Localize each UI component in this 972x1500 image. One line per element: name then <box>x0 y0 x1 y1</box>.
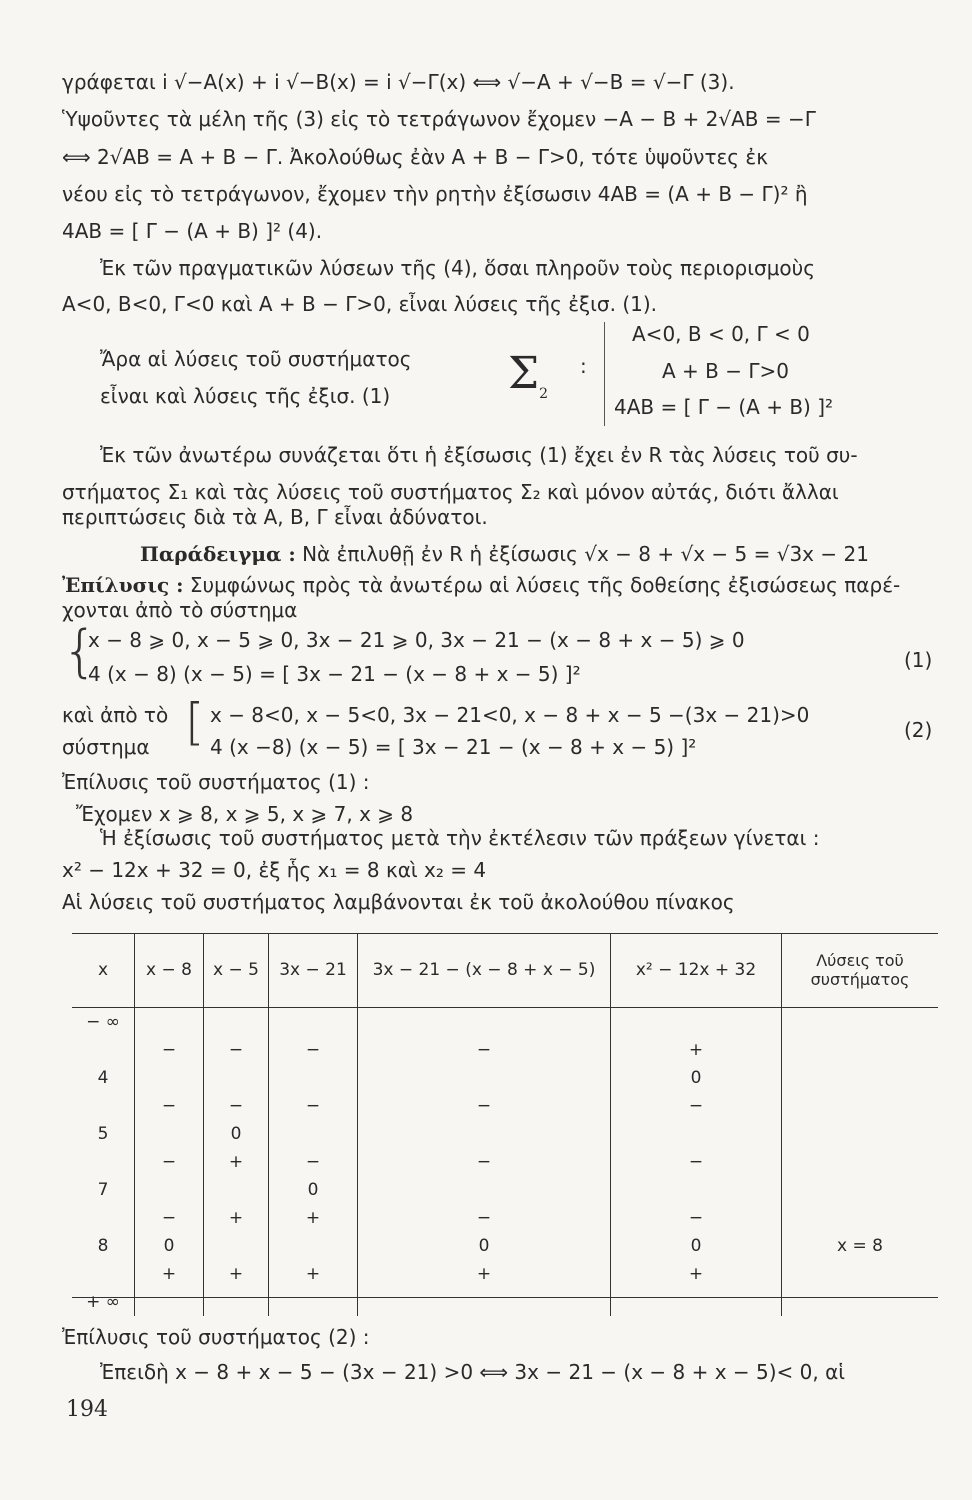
text-line-9: στήματος Σ₁ καὶ τὰς λύσεις τοῦ συστήματος Σ₂ καὶ μόνον αὐτάς, διότι ἄλλαι <box>62 480 839 504</box>
table-cell <box>135 1120 204 1148</box>
solution-label: Ἐπίλυσις : <box>62 573 184 597</box>
example-label: Παράδειγμα : <box>140 542 296 566</box>
table-header-cell: x² − 12x + 32 <box>611 933 782 1008</box>
table-cell: − <box>358 1036 611 1064</box>
example-text: Νὰ ἐπιλυθῇ ἐν R ἡ ἐξίσωσις √x − 8 + √x − 5 = √3x − 21 <box>302 542 869 566</box>
table-cell <box>611 1120 782 1148</box>
text-line-6: Ἐκ τῶν πραγματικῶν λύσεων τῆς (4), ὅσαι πληροῦν τοὺς περιορισμοὺς <box>100 256 815 280</box>
table-cell <box>611 1008 782 1037</box>
table-row <box>72 1288 938 1316</box>
table-cell <box>135 1064 204 1092</box>
table-row <box>72 1176 938 1204</box>
system-1-brace: { <box>62 619 98 684</box>
system-left-line-1: Ἄρα αἱ λύσεις τοῦ συστήματος <box>100 347 412 371</box>
table-cell: 0 <box>204 1120 269 1148</box>
table-row <box>72 1036 938 1064</box>
text-line-14: Ἡ ἐξίσωσις τοῦ συστήματος μετὰ τὴν ἐκτέλεσιν τῶν πράξεων γίνεται : <box>100 826 820 850</box>
table-cell: + <box>611 1260 782 1288</box>
sigma-symbol: $\Sigma_2$ <box>508 348 549 402</box>
table-header-cell: 3x − 21 <box>269 933 358 1008</box>
table-cell <box>358 1120 611 1148</box>
text-line-16: Αἱ λύσεις τοῦ συστήματος λαμβάνονται ἐκ τοῦ ἀκολούθου πίνακος <box>62 890 735 914</box>
table-header-cell: 3x − 21 − (x − 8 + x − 5) <box>358 933 611 1008</box>
table-cell <box>358 1064 611 1092</box>
text-line-5: 4AB = [ Γ − (A + B) ]² (4). <box>62 219 323 243</box>
text-line-7: A<0, B<0, Γ<0 καὶ A + B − Γ>0, εἶναι λύσεις τῆς ἐξισ. (1). <box>62 292 657 316</box>
text-line-10: περιπτώσεις διὰ τὰ A, B, Γ εἶναι ἀδύνατοι. <box>62 505 488 529</box>
system-1-number: (1) <box>904 648 933 672</box>
text-line-2: Ὑψοῦντες τὰ μέλη τῆς (3) εἰς τὸ τετράγωνον ἔχομεν −A − B + 2√AB = −Γ <box>62 107 816 131</box>
table-cell: + <box>204 1260 269 1288</box>
system-2-brace: [ <box>185 693 205 751</box>
table-cell: 0 <box>269 1176 358 1204</box>
table-cell: + ∞ <box>86 1292 120 1312</box>
table-cell <box>72 1148 135 1176</box>
table-cell <box>782 1092 939 1120</box>
table-cell <box>204 1064 269 1092</box>
table-row <box>72 1120 938 1148</box>
solution-text: Συμφώνως πρὸς τὰ ἀνωτέρω αἱ λύσεις τῆς δοθείσης ἐξισώσεως παρέ- <box>189 573 901 597</box>
table-row <box>72 1008 938 1037</box>
text-line-1: γράφεται i √−A(x) + i √−B(x) = i √−Γ(x) ⟺ √−A + √−B = √−Γ (3). <box>62 70 735 94</box>
table-cell: − <box>204 1036 269 1064</box>
table-cell: x = 8 <box>782 1232 939 1260</box>
table-row <box>72 1204 938 1232</box>
table-cell <box>782 1260 939 1288</box>
system-2-prefix-2: σύστημα <box>62 735 150 759</box>
table-cell <box>269 1288 358 1316</box>
system-1-line-2: 4 (x − 8) (x − 5) = [ 3x − 21 − (x − 8 + x − 5) ]² <box>88 662 581 686</box>
table-cell: − <box>269 1036 358 1064</box>
table-cell <box>135 1008 204 1037</box>
table-cell: 0 <box>135 1232 204 1260</box>
table-cell <box>358 1288 611 1316</box>
table-cell: + <box>269 1204 358 1232</box>
table-cell <box>204 1232 269 1260</box>
table-row <box>72 1064 938 1092</box>
table-cell <box>782 1288 939 1316</box>
table-cell <box>358 1008 611 1037</box>
text-line-12: Ἐπίλυσις τοῦ συστήματος (1) : <box>62 770 370 794</box>
table-cell <box>135 1288 204 1316</box>
table-cell: − <box>269 1092 358 1120</box>
table-cell <box>269 1232 358 1260</box>
table-cell <box>72 1204 135 1232</box>
table-header-cell: Λύσεις τοῦ συστήματος <box>782 933 939 1008</box>
solution-line <box>62 573 900 597</box>
table-cell <box>204 1176 269 1204</box>
text-line-18: Ἐπειδὴ x − 8 + x − 5 − (3x − 21) >0 ⟺ 3x − 21 − (x − 8 + x − 5)< 0, αἱ <box>100 1360 846 1384</box>
table-cell: + <box>611 1036 782 1064</box>
table-cell: 5 <box>97 1124 109 1144</box>
table-cell: − ∞ <box>86 1012 120 1032</box>
table-cell <box>782 1064 939 1092</box>
example-line <box>140 542 869 566</box>
text-line-15: x² − 12x + 32 = 0, ἐξ ἧς x₁ = 8 καὶ x₂ = 4 <box>62 858 487 882</box>
table-cell <box>204 1008 269 1037</box>
system-2-line-1: x − 8<0, x − 5<0, 3x − 21<0, x − 8 + x − 5 −(3x − 21)>0 <box>210 703 810 727</box>
table-cell <box>358 1176 611 1204</box>
table-cell: + <box>204 1148 269 1176</box>
table-row <box>72 1148 938 1176</box>
table-cell: − <box>358 1092 611 1120</box>
table-cell: − <box>135 1148 204 1176</box>
table-cell <box>269 1120 358 1148</box>
table-cell <box>269 1064 358 1092</box>
system-right-line-2: A + B − Γ>0 <box>662 359 789 383</box>
table-cell: 8 <box>97 1236 109 1256</box>
table-cell: − <box>269 1148 358 1176</box>
table-cell <box>782 1036 939 1064</box>
system-right-line-1: A<0, B < 0, Γ < 0 <box>632 322 810 346</box>
table-cell: − <box>611 1092 782 1120</box>
table-cell <box>72 1092 135 1120</box>
table-cell: − <box>611 1148 782 1176</box>
table-cell <box>611 1288 782 1316</box>
text-line-13: Ἔχομεν x ⩾ 8, x ⩾ 5, x ⩾ 7, x ⩾ 8 <box>76 802 414 826</box>
system-left-line-2: εἶναι καὶ λύσεις τῆς ἐξισ. (1) <box>100 384 391 408</box>
table-cell: − <box>358 1204 611 1232</box>
text-line-11: χονται ἀπὸ τὸ σύστημα <box>62 598 298 622</box>
text-line-4: νέου εἰς τὸ τετράγωνον, ἔχομεν τὴν ρητὴν ἐξίσωσιν 4AB = (A + B − Γ)² ἢ <box>62 182 808 206</box>
table-cell <box>72 1036 135 1064</box>
table-cell: + <box>135 1260 204 1288</box>
table-cell: − <box>204 1092 269 1120</box>
table-cell: + <box>358 1260 611 1288</box>
table-cell: + <box>269 1260 358 1288</box>
table-cell: − <box>611 1204 782 1232</box>
system-1-line-1: x − 8 ⩾ 0, x − 5 ⩾ 0, 3x − 21 ⩾ 0, 3x − 21 − (x − 8 + x − 5) ⩾ 0 <box>88 628 745 652</box>
table-header-cell: x <box>72 933 135 1008</box>
system-divider-line <box>604 322 605 426</box>
table-cell: − <box>135 1092 204 1120</box>
table-row <box>72 1232 938 1260</box>
table-row <box>72 1260 938 1288</box>
table-cell <box>135 1176 204 1204</box>
table-cell <box>782 1176 939 1204</box>
table-header-row <box>72 933 938 1008</box>
page-number: 194 <box>66 1397 108 1422</box>
system-2-line-2: 4 (x −8) (x − 5) = [ 3x − 21 − (x − 8 + x − 5) ]² <box>210 735 697 759</box>
table-cell: 0 <box>358 1232 611 1260</box>
table-cell <box>782 1204 939 1232</box>
table-cell <box>782 1148 939 1176</box>
table-header-cell: x − 8 <box>135 933 204 1008</box>
table-header-cell: x − 5 <box>204 933 269 1008</box>
table-cell: 4 <box>97 1068 109 1088</box>
table-cell <box>72 1260 135 1288</box>
table-cell: − <box>135 1204 204 1232</box>
system-2-prefix-1: καὶ ἀπὸ τὸ <box>62 703 169 727</box>
system-2-number: (2) <box>904 718 933 742</box>
table-cell: 0 <box>611 1064 782 1092</box>
sigma-colon: : <box>580 354 587 378</box>
table-cell <box>269 1008 358 1037</box>
table-cell: − <box>135 1036 204 1064</box>
text-line-3: ⟺ 2√AB = A + B − Γ. Ἀκολούθως ἐὰν A + B − Γ>0, τότε ὑψοῦντες ἐκ <box>62 145 768 169</box>
table-cell: 7 <box>97 1180 109 1200</box>
system-right-line-3: 4AB = [ Γ − (A + B) ]² <box>614 395 834 419</box>
sign-table <box>72 933 938 1316</box>
text-line-8: Ἐκ τῶν ἀνωτέρω συνάζεται ὅτι ἡ ἐξίσωσις (1) ἔχει ἐν R τὰς λύσεις τοῦ συ- <box>100 443 858 467</box>
table-cell <box>204 1288 269 1316</box>
text-line-17: Ἐπίλυσις τοῦ συστήματος (2) : <box>62 1325 370 1349</box>
table-bottom-border <box>72 1297 938 1298</box>
table-cell <box>611 1176 782 1204</box>
table-cell: − <box>358 1148 611 1176</box>
table-cell <box>782 1120 939 1148</box>
table-row <box>72 1092 938 1120</box>
table-cell: + <box>204 1204 269 1232</box>
table-cell: 0 <box>611 1232 782 1260</box>
table-cell <box>782 1008 939 1037</box>
